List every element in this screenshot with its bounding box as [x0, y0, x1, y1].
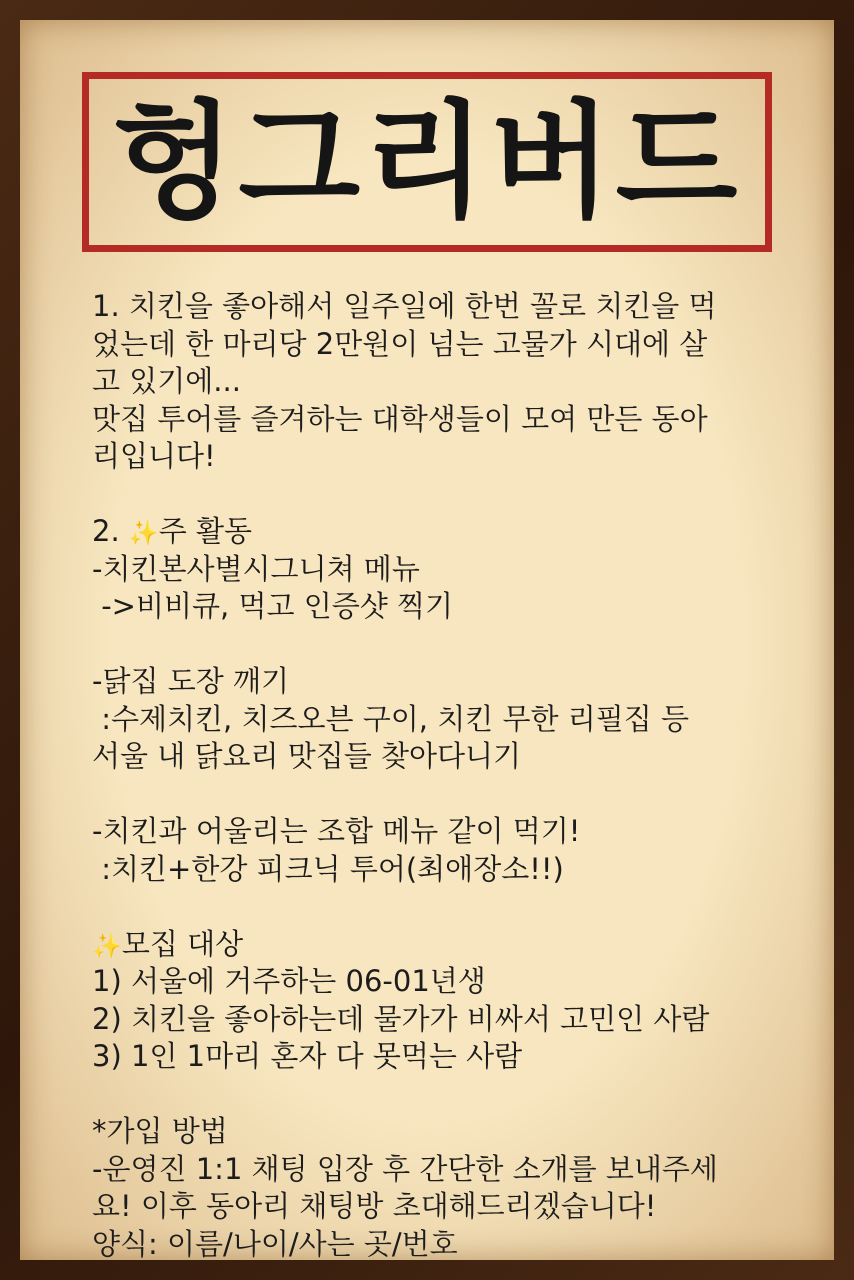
body-line: 리입니다!	[92, 439, 216, 473]
body-line: -치킨본사별시그니쳐 메뉴	[92, 551, 420, 586]
body-line: -운영진 1:1 채팅 입장 후 간단한 소개를 보내주세	[92, 1151, 718, 1186]
sparkles-icon: ✨	[128, 519, 159, 547]
club-title: 헝그리버드	[112, 88, 742, 235]
body-line: 1. 치킨을 좋아해서 일주일에 한번 꼴로 치킨을 먹	[92, 289, 717, 323]
poster-paper	[20, 20, 834, 1260]
body-line: 3) 1인 1마리 혼자 다 못먹는 사람	[92, 1039, 523, 1073]
body-line: 서울 내 닭요리 맛집들 찾아다니기	[92, 739, 522, 773]
section-number: 2.	[92, 514, 129, 548]
body-line: -치킨과 어울리는 조합 메뉴 같이 먹기!	[92, 814, 581, 848]
body-line: 양식: 이름/나이/사는 곳/번호	[92, 1226, 458, 1261]
blank-line	[92, 626, 792, 664]
blank-line	[92, 776, 792, 814]
poster-body	[92, 288, 792, 1263]
title-box	[82, 72, 772, 252]
body-line: :치킨+한강 피크닉 투어(최애장소!!)	[92, 851, 564, 886]
blank-line	[92, 888, 792, 926]
body-line	[92, 513, 792, 551]
sparkles-icon: ✨	[92, 931, 122, 960]
body-line: 고 있기에...	[92, 364, 241, 398]
body-line: -닭집 도장 깨기	[92, 664, 289, 698]
body-line: :수제치킨, 치즈오븐 구이, 치킨 무한 리필집 등	[92, 701, 689, 736]
body-line: 2) 치킨을 좋아하는데 물가가 비싸서 고민인 사람	[92, 1001, 710, 1036]
body-line: 1) 서울에 거주하는 06-01년생	[92, 964, 486, 998]
body-line: 었는데 한 마리당 2만원이 넘는 고물가 시대에 살	[92, 326, 708, 361]
section-heading: 주 활동	[158, 514, 253, 548]
body-line: 요! 이후 동아리 채팅방 초대해드리겠습니다!	[92, 1189, 657, 1223]
body-line	[92, 926, 792, 964]
blank-line	[92, 476, 792, 514]
body-line: *가입 방법	[92, 1114, 228, 1148]
section-heading: 모집 대상	[121, 926, 244, 961]
blank-line	[92, 1076, 792, 1114]
body-line: ->비비큐, 먹고 인증샷 찍기	[92, 589, 453, 623]
body-line: 맛집 투어를 즐겨하는 대학생들이 모여 만든 동아	[92, 401, 708, 436]
